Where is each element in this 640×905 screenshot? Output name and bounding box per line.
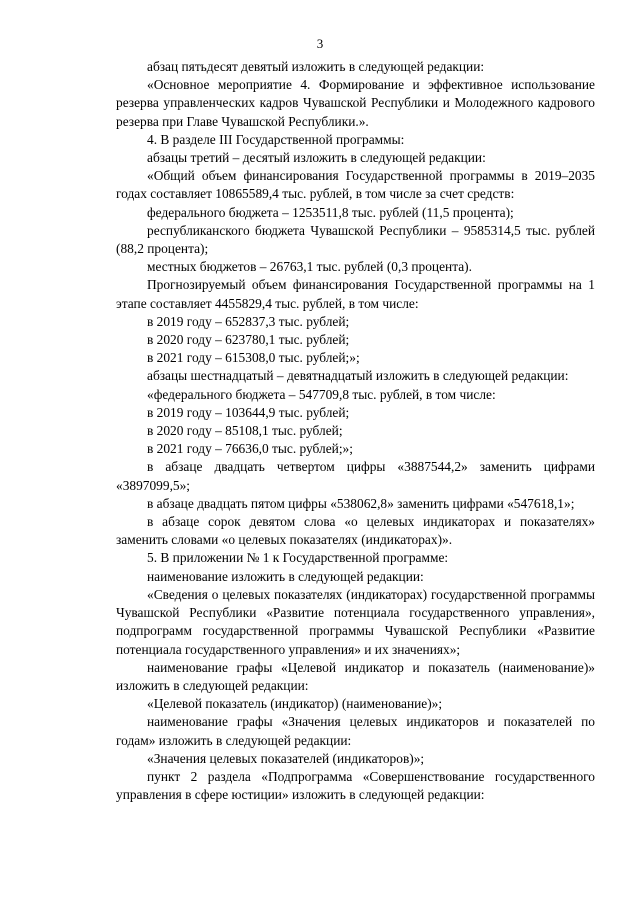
paragraph: 5. В приложении № 1 к Государственной программе: [147, 550, 449, 566]
paragraph: «Общий объем финансирования Государственной программы в 2019–2035 годах составляет 10865589,4 тыс. рублей, в том числе за счет средств: [116, 168, 595, 202]
paragraph: в 2021 году – 615308,0 тыс. рублей;»; [147, 350, 360, 366]
paragraph: в абзаце сорок девятом слова «о целевых индикаторах и показателях» заменить словами «о целевых показателях (индикаторах)». [116, 514, 595, 548]
paragraph: в 2021 году – 76636,0 тыс. рублей;»; [147, 441, 353, 457]
paragraph: наименование графы «Значения целевых индикаторов и показателей по годам» изложить в следующей редакции: [116, 714, 595, 748]
paragraph: в 2019 году – 652837,3 тыс. рублей; [147, 313, 350, 329]
paragraph: в 2019 году – 103644,9 тыс. рублей; [147, 404, 350, 420]
page-number: 3 [316, 36, 324, 51]
paragraph: абзац пятьдесят девятый изложить в следующей редакции: [147, 59, 485, 74]
paragraph: наименование графы «Целевой индикатор и показатель (наименование)» изложить в следующей редакции: [116, 659, 595, 693]
paragraph: наименование изложить в следующей редакции: [147, 568, 424, 584]
paragraph: местных бюджетов – 26763,1 тыс. рублей (0,3 процента). [147, 259, 472, 275]
paragraph: «Основное мероприятие 4. Формирование и эффективное использование резерва управленческих кадров Чувашской Республики и Молодежного кадрового резерва при Главе Чувашской Республики.». [116, 77, 595, 129]
paragraph: «федерального бюджета – 547709,8 тыс. рублей, в том числе: [147, 386, 496, 402]
paragraph: абзацы третий – десятый изложить в следующей редакции: [147, 150, 486, 166]
paragraph: республиканского бюджета Чувашской Республики – 9585314,5 тыс. рублей (88,2 процента); [116, 222, 595, 257]
paragraph: в абзаце двадцать четвертом цифры «3887544,2» заменить цифрами «3897099,5»; [116, 459, 595, 493]
paragraph: в 2020 году – 85108,1 тыс. рублей; [147, 423, 343, 439]
paragraph: федерального бюджета – 1253511,8 тыс. рублей (11,5 процента); [147, 204, 514, 220]
paragraph: пункт 2 раздела «Подпрограмма «Совершенствование государственного управления в сфере юстиции» изложить в следующей редакции: [116, 768, 595, 803]
paragraph: Прогнозируемый объем финансирования Государственной программы на 1 этапе составляет 4455829,4 тыс. рублей, в том числе: [116, 277, 595, 311]
paragraph: в 2020 году – 623780,1 тыс. рублей; [147, 332, 350, 348]
paragraph: 4. В разделе III Государственной программы: [147, 131, 405, 147]
paragraph: «Значения целевых показателей (индикаторов)»; [147, 750, 425, 766]
paragraph: «Целевой показатель (индикатор) (наименование)»; [147, 696, 443, 712]
paragraph: «Сведения о целевых показателях (индикаторах) государственной программы Чувашской Республики «Развитие потенциала государственного управления», подпрограмм государственной программы Чувашской Республики «Развитие потенциала государственного управления» и их значениях»; [116, 586, 595, 657]
paragraph: абзацы шестнадцатый – девятнадцатый изложить в следующей редакции: [147, 368, 569, 384]
document-body [116, 58, 595, 804]
paragraph: в абзаце двадцать пятом цифры «538062,8» заменить цифрами «547618,1»; [147, 495, 575, 511]
